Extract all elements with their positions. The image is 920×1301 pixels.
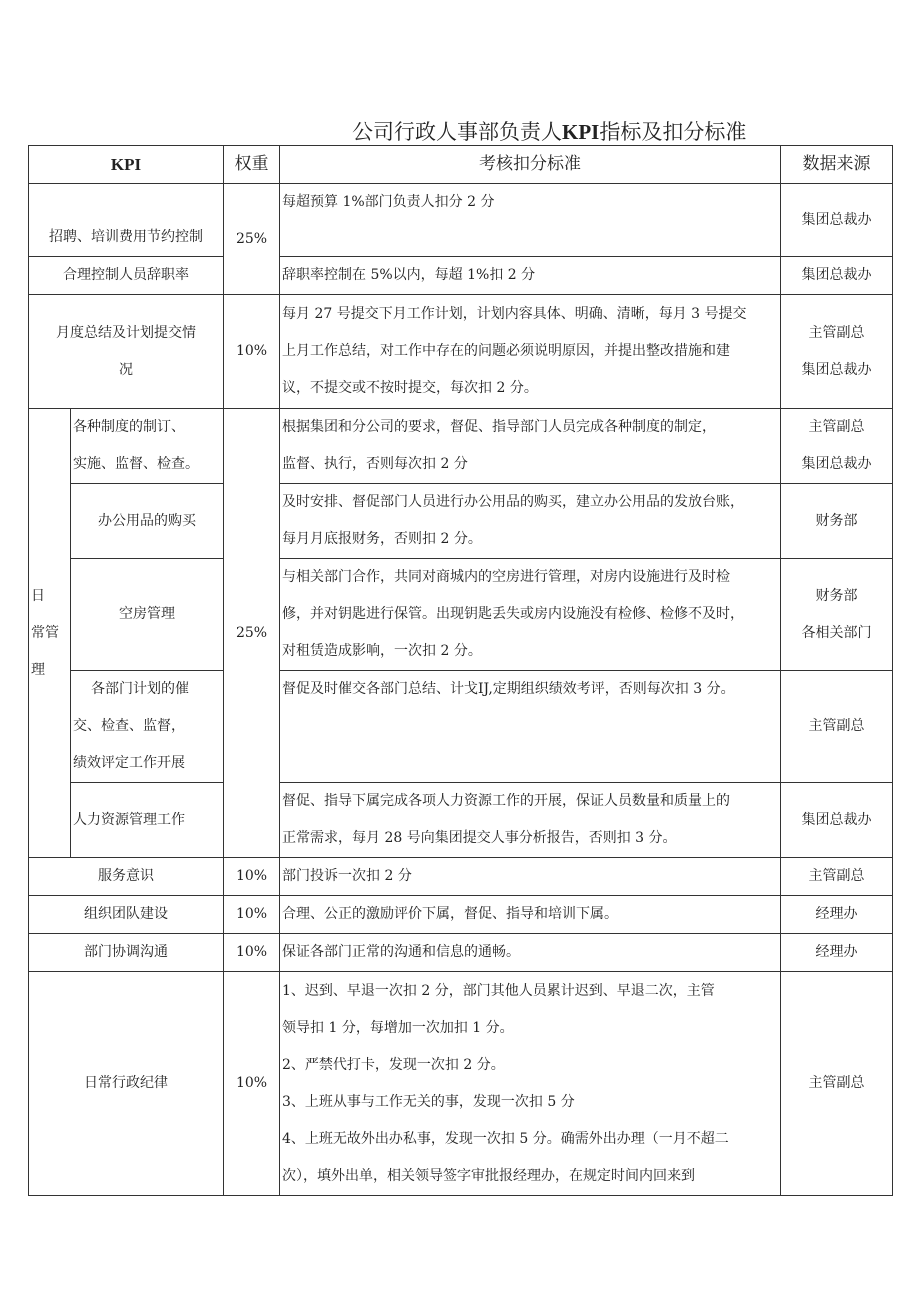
group-line: 理	[31, 661, 45, 678]
kpi-line: 各部门计划的催	[91, 681, 189, 697]
standard-cell: 部门投诉一次扣 2 分	[280, 858, 781, 896]
weight-cell: 25%	[224, 184, 280, 295]
kpi-cell	[71, 671, 224, 783]
header-row	[29, 146, 893, 184]
standard-line: 上月工作总结，对工作中存在的问题必须说明原因，并提出整改措施和建	[282, 343, 731, 359]
table-row	[29, 295, 893, 409]
standard-line: 正常需求，每月 28 号向集团提交人事分析报告，否则扣 3 分。	[282, 830, 677, 846]
standard-cell	[280, 783, 781, 858]
source-line: 集团总裁办	[801, 361, 872, 378]
standard-cell	[280, 484, 781, 559]
table-row	[29, 896, 893, 934]
source-line: 财务部	[815, 587, 858, 604]
header-weight: 权重	[224, 146, 280, 184]
source-cell: 主管副总	[781, 972, 893, 1196]
weight-cell: 10%	[224, 972, 280, 1196]
header-source: 数据来源	[781, 146, 893, 184]
kpi-cell: 日常行政纪律	[29, 972, 224, 1196]
standard-line: 4、上班无故外出办私事，发现一次扣 5 分。确需外出办理（一月不超二	[282, 1130, 729, 1147]
source-cell: 主管副总	[781, 671, 893, 783]
kpi-cell: 人力资源管理工作	[71, 783, 224, 858]
weight-cell: 10%	[224, 934, 280, 972]
kpi-cell: 招聘、培训费用节约控制	[29, 184, 224, 257]
header-standard: 考核扣分标准	[280, 146, 781, 184]
standard-line: 1、迟到、早退一次扣 2 分，部门其他人员累计迟到、早退二次，主管	[282, 982, 715, 999]
kpi-line: 各种制度的制订、	[73, 419, 185, 435]
kpi-line: 实施、监督、检查。	[73, 456, 199, 472]
table-row	[29, 184, 893, 257]
kpi-cell: 组织团队建设	[29, 896, 224, 934]
kpi-cell	[29, 295, 224, 409]
standard-line: 及时安排、督促部门人员进行办公用品的购买，建立办公用品的发放台账，	[282, 494, 745, 510]
kpi-cell	[71, 409, 224, 484]
source-line: 各相关部门	[801, 624, 872, 641]
source-line: 主管副总	[808, 324, 865, 341]
standard-line: 督促、指导下属完成各项人力资源工作的开展，保证人员数量和质量上的	[282, 793, 731, 809]
source-line: 集团总裁办	[801, 456, 872, 472]
standard-cell: 保证各部门正常的沟通和信息的通畅。	[280, 934, 781, 972]
table-row	[29, 484, 893, 559]
group-line: 常管	[31, 624, 59, 641]
standard-cell: 每超预算 1%部门负责人扣分 2 分	[280, 184, 781, 257]
standard-line: 2、严禁代打卡，发现一次扣 2 分。	[282, 1056, 505, 1073]
source-cell: 财务部	[781, 484, 893, 559]
source-cell: 集团总裁办	[781, 257, 893, 295]
source-cell: 集团总裁办	[781, 184, 893, 257]
kpi-cell: 办公用品的购买	[71, 484, 224, 559]
weight-cell: 10%	[224, 858, 280, 896]
standard-line: 根据集团和分公司的要求，督促、指导部门人员完成各种制度的制定，	[282, 419, 717, 435]
source-cell: 主管副总	[781, 858, 893, 896]
source-cell	[781, 409, 893, 484]
table-row	[29, 972, 893, 1196]
standard-line: 议，不提交或不按时提交，每次扣 2 分。	[282, 380, 538, 396]
standard-cell	[280, 559, 781, 671]
source-cell	[781, 295, 893, 409]
standard-cell	[280, 295, 781, 409]
table-row	[29, 257, 893, 295]
standard-cell	[280, 972, 781, 1196]
group-cell-daily	[29, 409, 71, 858]
source-cell	[781, 559, 893, 671]
standard-line: 每月月底报财务，否则扣 2 分。	[282, 531, 482, 547]
table-row	[29, 783, 893, 858]
document-title: 公司行政人事部负责人KPI指标及扣分标准	[352, 120, 747, 144]
standard-line: 修，并对钥匙进行保管。出现钥匙丢失或房内设施没有检修、检修不及时，	[282, 606, 745, 622]
kpi-line: 月度总结及计划提交情	[56, 324, 196, 341]
standard-line: 对租赁造成影响，一次扣 2 分。	[282, 643, 482, 659]
standard-cell: 辞职率控制在 5%以内，每超 1%扣 2 分	[280, 257, 781, 295]
standard-line: 3、上班从事与工作无关的事，发现一次扣 5 分	[282, 1093, 575, 1110]
standard-cell: 督促及时催交各部门总结、计戈IJ,定期组织绩效考评，否则每次扣 3 分。	[280, 671, 781, 783]
kpi-table	[28, 145, 893, 1196]
weight-cell: 10%	[224, 295, 280, 409]
table-row	[29, 671, 893, 783]
table-row	[29, 858, 893, 896]
standard-line: 与相关部门合作，共同对商城内的空房进行管理，对房内设施进行及时检	[282, 569, 731, 585]
source-cell: 集团总裁办	[781, 783, 893, 858]
kpi-cell: 部门协调沟通	[29, 934, 224, 972]
standard-line: 领导扣 1 分，每增加一次加扣 1 分。	[282, 1019, 514, 1036]
kpi-line: 况	[119, 361, 133, 378]
standard-line: 次），填外出单，相关领导签字审批报经理办，在规定时间内回来到	[282, 1167, 696, 1184]
group-line: 日	[31, 587, 45, 604]
kpi-line: 绩效评定工作开展	[73, 755, 185, 771]
standard-cell	[280, 409, 781, 484]
kpi-cell: 合理控制人员辞职率	[29, 257, 224, 295]
weight-cell: 10%	[224, 896, 280, 934]
standard-cell: 合理、公正的激励评价下属，督促、指导和培训下属。	[280, 896, 781, 934]
standard-line: 每月 27 号提交下月工作计划，计划内容具体、明确、清晰，每月 3 号提交	[282, 306, 747, 322]
kpi-cell: 空房管理	[71, 559, 224, 671]
source-line: 主管副总	[808, 419, 865, 435]
source-cell: 经理办	[781, 896, 893, 934]
table-row	[29, 934, 893, 972]
header-kpi: KPI	[29, 146, 224, 184]
standard-line: 监督、执行，否则每次扣 2 分	[282, 456, 468, 472]
kpi-cell: 服务意识	[29, 858, 224, 896]
kpi-line: 交、检查、监督，	[73, 718, 185, 734]
table-row	[29, 559, 893, 671]
weight-cell: 25%	[224, 409, 280, 858]
table-row	[29, 409, 893, 484]
source-cell: 经理办	[781, 934, 893, 972]
